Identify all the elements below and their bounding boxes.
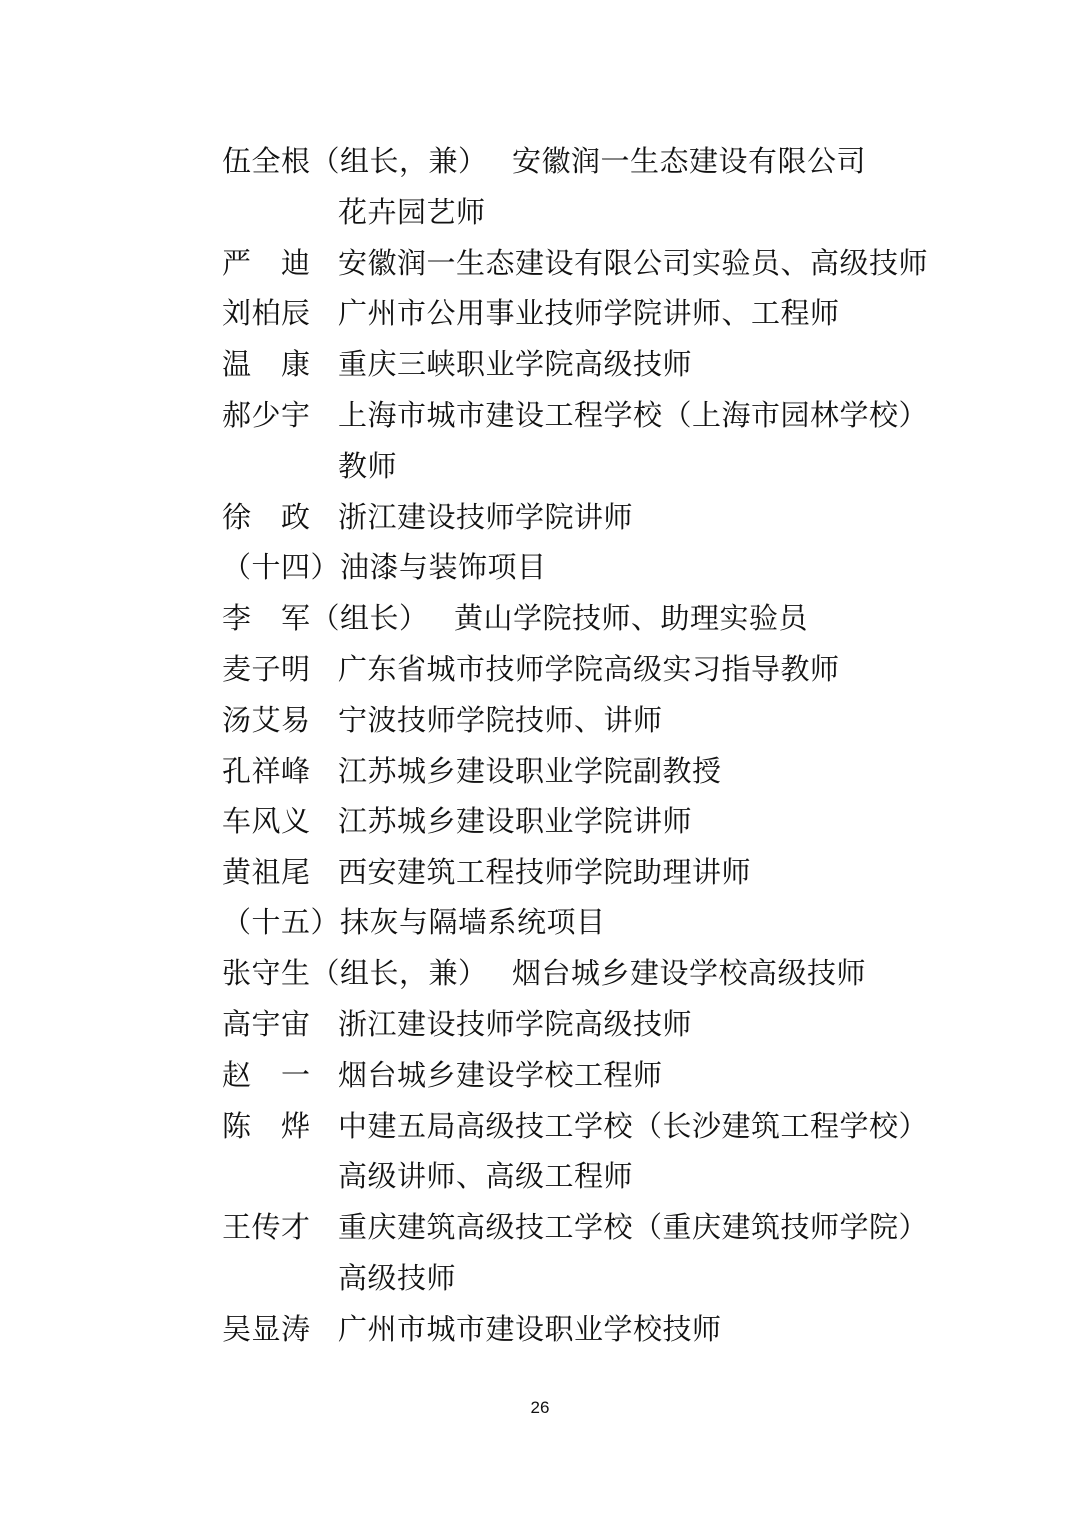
member-description: 广东省城市技师学院高级实习指导教师 <box>338 652 840 686</box>
member-entry <box>222 803 693 839</box>
member-name: 陈 烨 <box>222 1109 311 1143</box>
member-description: 中建五局高级技工学校（长沙建筑工程学校） <box>338 1109 929 1143</box>
member-name: 伍全根（组长，兼） <box>222 144 488 178</box>
member-description: 宁波技师学院技师、讲师 <box>338 703 663 737</box>
member-entry <box>222 651 840 687</box>
member-description: 江苏城乡建设职业学院讲师 <box>338 804 693 838</box>
member-name: 张守生（组长，兼） <box>222 956 488 990</box>
section-heading: （十五）抹灰与隔墙系统项目 <box>222 905 606 939</box>
member-name: 李 军（组长） <box>222 601 429 635</box>
member-entry <box>222 346 693 382</box>
page-number: 26 <box>530 1398 550 1417</box>
member-description: 浙江建设技师学院讲师 <box>338 500 634 534</box>
member-description-continued: 高级讲师、高级工程师 <box>338 1159 634 1193</box>
member-entry <box>222 1006 693 1042</box>
member-description: 安徽润一生态建设有限公司实验员、高级技师 <box>338 246 929 280</box>
member-description-continued: 高级技师 <box>338 1261 457 1295</box>
member-name: 黄祖尾 <box>222 855 311 889</box>
member-name: 刘柏辰 <box>222 296 311 330</box>
member-entry <box>222 600 809 636</box>
member-name: 孔祥峰 <box>222 754 311 788</box>
member-entry <box>222 753 722 789</box>
member-entry <box>222 397 929 433</box>
member-description: 重庆三峡职业学院高级技师 <box>338 347 693 381</box>
member-description: 浙江建设技师学院高级技师 <box>338 1007 693 1041</box>
member-name: 徐 政 <box>222 500 311 534</box>
member-entry <box>222 1057 663 1093</box>
member-name: 麦子明 <box>222 652 311 686</box>
member-description: 安徽润一生态建设有限公司 <box>512 144 867 178</box>
member-description-continued: 花卉园艺师 <box>338 195 486 229</box>
member-entry <box>222 1209 929 1245</box>
member-entry <box>222 702 663 738</box>
member-entry <box>222 955 867 991</box>
member-description: 重庆建筑高级技工学校（重庆建筑技师学院） <box>338 1210 929 1244</box>
member-description: 黄山学院技师、助理实验员 <box>454 601 809 635</box>
member-name: 温 康 <box>222 347 311 381</box>
member-name: 郝少宇 <box>222 398 311 432</box>
member-entry <box>222 1311 722 1347</box>
member-entry <box>222 499 634 535</box>
member-description-continued: 教师 <box>338 449 398 483</box>
member-description: 广州市公用事业技师学院讲师、工程师 <box>338 296 840 330</box>
member-description: 上海市城市建设工程学校（上海市园林学校） <box>338 398 929 432</box>
member-name: 严 迪 <box>222 246 311 280</box>
member-entry <box>222 854 752 890</box>
member-name: 车风义 <box>222 804 311 838</box>
section-heading: （十四）油漆与装饰项目 <box>222 550 547 584</box>
member-entry <box>222 245 929 281</box>
member-description: 广州市城市建设职业学校技师 <box>338 1312 722 1346</box>
member-name: 吴显涛 <box>222 1312 311 1346</box>
member-name: 高宇宙 <box>222 1007 311 1041</box>
member-entry <box>222 295 840 331</box>
member-description: 烟台城乡建设学校高级技师 <box>512 956 867 990</box>
member-description: 西安建筑工程技师学院助理讲师 <box>338 855 752 889</box>
member-name: 王传才 <box>222 1210 311 1244</box>
member-description: 烟台城乡建设学校工程师 <box>338 1058 663 1092</box>
member-entry <box>222 143 867 179</box>
member-name: 赵 一 <box>222 1058 311 1092</box>
member-entry <box>222 1108 929 1144</box>
member-description: 江苏城乡建设职业学院副教授 <box>338 754 722 788</box>
member-name: 汤艾易 <box>222 703 311 737</box>
